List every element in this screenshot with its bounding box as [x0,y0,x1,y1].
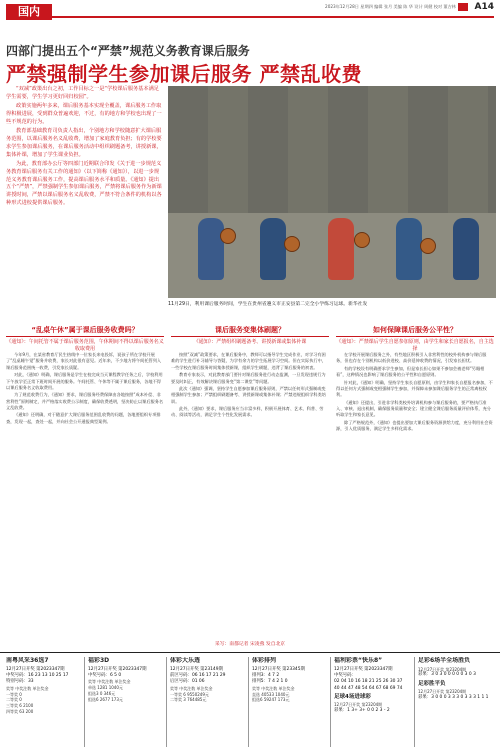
lottery-line: 12月27日开奖 第23204期 [418,666,467,672]
basketball-icon [420,238,436,254]
page-header [0,0,500,20]
lottery-line: 奖等 中奖注数 单注奖金 [6,685,49,691]
section-tag: 国内 [6,4,52,20]
lottery-subtitle: 足球4场进球彩 [334,694,371,701]
lead-paragraph: 为此，教育部办公厅等四部门近期联合印发《关于进一步规范义务教育课后服务有关工作的通知》（以下简称《通知》），以进一步规范义务教育课后服务工作，提高课后服务水平和质量。《通知》提出五个“严禁”，严禁强制学生参加课后服务，严禁将课后服务作为新课讲授时间，严禁以课后服务名义乱收费，严禁不符合条件的机构以各种形式进校提供课后服务。 [6,160,162,206]
lottery-line: 组选3 0 346元 [88,691,116,697]
news-photo [168,86,496,298]
basketball-icon [354,232,370,248]
photo-student-figure [260,218,286,280]
lottery-box [332,657,412,749]
article-headline: 严禁强制学生参加课后服务 严禁乱收费 [6,62,362,86]
page-number: A14 [474,2,494,12]
column-divider [330,657,331,747]
column-heading [336,325,494,353]
lottery-line: 12月27日开奖 第2023347期 [6,666,65,672]
column-divider [166,657,167,747]
body-paragraph: 今年9月，在某省教育厅民生热线中一位家长来电投诉，说孩子所在学校开展了“乱桌睡午觉”服务并收费，家长对此很有意见。近年来，不少地方将午间托管列入课后服务范围统一收费，引发家长质疑。 [6,352,162,370]
column-heading [6,325,164,353]
lead-paragraph: 政策实施两年多来，课后服务基本实现全覆盖，课后服务工作取得积极进展，受到群众普遍欢迎，不过，有的地方和学校也出现了一些不规范的行为。 [6,103,162,125]
body-paragraph: 按照“双减”政策要求，在课后服务中，教师可以指导学生完成作业，对学习有困难的学生进行补习辅导与答疑，为学有余力的学生拓展学习空间。但在实际执行中，一些学校在课后服务时间集体授新课，组织学生刷题，违背了课后服务的初衷。 [171,352,326,370]
article-lead [6,86,164,209]
body-paragraph: 除了严格规范外，《通知》也提出要加大课后服务资源供给力度，充分利用社会资源，引入优质服务，满足学生多样化需求。 [336,419,493,432]
lottery-line: 12月27日开奖 第23345期 [252,666,305,672]
lottery-line: 奖等 中奖注数 单注奖金 [252,685,295,691]
article-column [336,352,494,638]
dateline: 2023年12月28日 星期四 编辑 张月 美编 陈 华 设计 周健 校对 董吉林 [325,4,456,9]
lottery-box [168,657,246,749]
lottery-line: 四等奖 63 200 [6,709,34,714]
photo-student-figure [453,218,479,280]
body-paragraph: 此次《通知》强调，坚持学生自愿参加课后服务原则，严禁以任何形式强制或变相强制学生参加；严禁组织刷题备考、讲授新课或集体补课；严禁违规组织学科类培训。 [171,385,326,404]
lottery-line: 组选6 2677 173元 [88,696,123,702]
photo-student-figure [198,218,224,280]
lottery-line: 12月27日开奖 第2023347期 [88,666,147,672]
lottery-title: 足彩6场半全场胜负 [418,657,471,664]
column-divider [248,657,249,747]
column-heading [171,325,329,346]
column-subtitle: 《通知》：严禁组织刷题备考、讲授新课或集体补课 [193,339,307,345]
lottery-line: 一等奖 0 [6,691,22,697]
lottery-title: 福利彩票“快乐8” [334,657,383,664]
lottery-line: 组选6 59247 173元 [252,697,290,703]
lottery-line: 二等奖 3 764485元 [170,697,207,703]
lottery-line: 奖等 中奖注数 单注奖金 [170,685,213,691]
column-title: 如何保障课后服务公平性？ [336,325,494,337]
lottery-line: 二等奖 0 [6,697,22,703]
lottery-box [86,657,164,749]
lottery-line: 排列3：4 7 2 [252,673,280,679]
lottery-results-strip [0,652,500,750]
article-column [171,352,329,638]
lottery-line: 彩果：1 3+ 3+ 0 0 2 3 - 2 [334,707,390,713]
lottery-line: 前区号码：06 16 17 21 29 [170,673,226,679]
lottery-line: 三等奖 6 2100 [6,703,34,709]
lottery-line: 直选 40533 1040元 [252,691,290,697]
lottery-title: 南粤风采36选7 [6,657,49,664]
header-rule [52,16,494,18]
lottery-line: 特别号码：33 [6,679,34,685]
lottery-line: 排列5：7 4 2 1 0 [252,679,288,685]
body-paragraph: 《通知》还明确，对于随意扩大课后服务范围乱收费的问题，各地要组织专项排查，发现一起，查处一起，并向社会公开通报典型案例。 [6,412,161,424]
body-paragraph: 对此，《通知》明确，课后服务是学生在校完成当天课程教学任务之后，学校利用下午放学至正常下班时间开展的服务。午间托管、午休等不属于课后服务，各地不得以课后服务名义收取费用。 [6,372,163,390]
body-paragraph: 针对此，《通知》明确，坚持学生家长自愿原则，由学生和家长自愿报名参加，不得以任何方式强制或变相强制学生参加，并保障未参加课后服务学生的正常离校权利。 [336,379,493,398]
lottery-box [4,657,82,749]
reporter-credit: 采写：南都记者 宋凌燕 发自北京 [214,642,286,647]
lottery-title: 体彩大乐透 [170,657,201,664]
lottery-line: 中奖号码：16 23 13 10 25 17 [6,673,69,679]
lottery-title: 福彩3D [88,657,110,664]
body-paragraph: 有的学校设有明确要求学生参加，但是家长担心如果不参加会被老师“另眼相看”，这种情况也影响了课后服务的公平性和自愿原则。 [336,365,485,378]
column-title: “乱桌午休”属于课后服务收费吗？ [6,325,164,337]
lottery-line: 40 44 47 48 54 64 67 68 69 74 [334,685,403,691]
photo-student-figure [328,218,354,280]
lottery-line: 中奖号码： [334,673,356,679]
column-divider [414,657,415,747]
basketball-icon [220,228,236,244]
lottery-line: 后区号码：01 06 [170,679,205,685]
lottery-title: 体彩排列 [252,657,277,664]
photo-student-figure [396,218,422,280]
photo-wall [168,86,496,213]
lead-paragraph: 教育部基础教育司负责人指出，个别地方和学校随意扩大课后服务范围，以课后服务名义乱收费，增加了家庭教育负担；有的学校要求学生参加课后服务，在课后服务活动中组织刷题备考，讲授新课，集体补课，增加了学生课业负担。 [6,128,162,158]
column-subtitle: 《通知》：午间托管不属于课后服务范围，午休期间不得以课后服务名义收取费用 [6,339,164,352]
lottery-line: 中奖号码：6 5 0 [88,673,122,679]
lottery-line: 彩果：3 0 0 0 3 3 3 0 3 3 3 1 1 1 [418,694,489,700]
lottery-line: 一等奖 6 9550249元 [170,691,209,697]
lottery-box [416,657,498,749]
body-paragraph: 为了规范收费行为，《通知》要求，课后服务经费保障由各地按照“成本补偿、非营利性”原则制定，并严格落实收费公示制度，确保收费透明，坚决防止以课后服务名义乱收费。 [6,392,164,410]
article-kicker: 四部门提出五个“严禁”规范义务教育课后服务 [6,44,250,58]
body-paragraph: 此外，《通知》要求，课后服务应当丰富多样，积极开展体育、艺术、科普、劳动、阅读等活动，满足学生个性化发展需求。 [171,406,324,418]
lottery-line: 12月27日开奖 第23204期 [334,702,383,708]
column-subtitle: 《通知》：严禁课后学生自愿参加原则，由学生和家长自愿报名，自主选择 [336,339,494,352]
lead-paragraph: “双减”政策出台之初，工作目标之一是“学校课后服务基本满足学生需要，学生学习更好回归校园”。 [6,86,159,100]
lottery-line: 12月27日开奖 第23149期 [170,666,223,672]
body-paragraph: 《通知》还提出，引进非学科类校外培训机构参与课后服务的，要严格执行准入、审核、退出机制，确保服务质量和安全；建立健全课后服务质量评价体系，充分听取学生和家长意见。 [336,399,491,418]
photo-caption: 11月29日，利用课后服务时间，学生在贵州省遵义市正安县第二完全小学练习运球。新华社发 [168,302,368,307]
lottery-subtitle: 足彩胜平负 [418,680,446,687]
body-paragraph: 教育专家表示，对此教育部门要针对课后服务进行动态监测，一旦发现违规行为要及时纠正，有效解决课后服务变“第二课堂”等问题。 [171,372,326,384]
red-stamp-icon [458,3,468,11]
body-paragraph: 在学校开展课后服务之外，有些地区积极引入非营利性的校外机构参与课后服务，但也存在个别机构以低价进校、高价延伸收费的情况，引发家长担忧。 [336,352,487,364]
lottery-line: 12月27日开奖 第2023347期 [334,666,393,672]
lottery-line: 彩果：3 0 3 0 0 0 0 0 3 0 3 [418,672,476,678]
basketball-icon [284,236,300,252]
article-column [6,352,164,638]
lottery-line: 02 04 10 16 18 21 25 26 30 37 [334,679,403,685]
lottery-line: 奖等 中奖注数 单注奖金 [88,679,131,685]
column-divider [84,657,85,747]
lottery-line: 单选 1281 1040元 [88,685,123,691]
lottery-box [250,657,328,749]
column-title: 课后服务变集体刷题？ [171,325,329,337]
lottery-line: 12月27日开奖 第23204期 [418,688,467,694]
